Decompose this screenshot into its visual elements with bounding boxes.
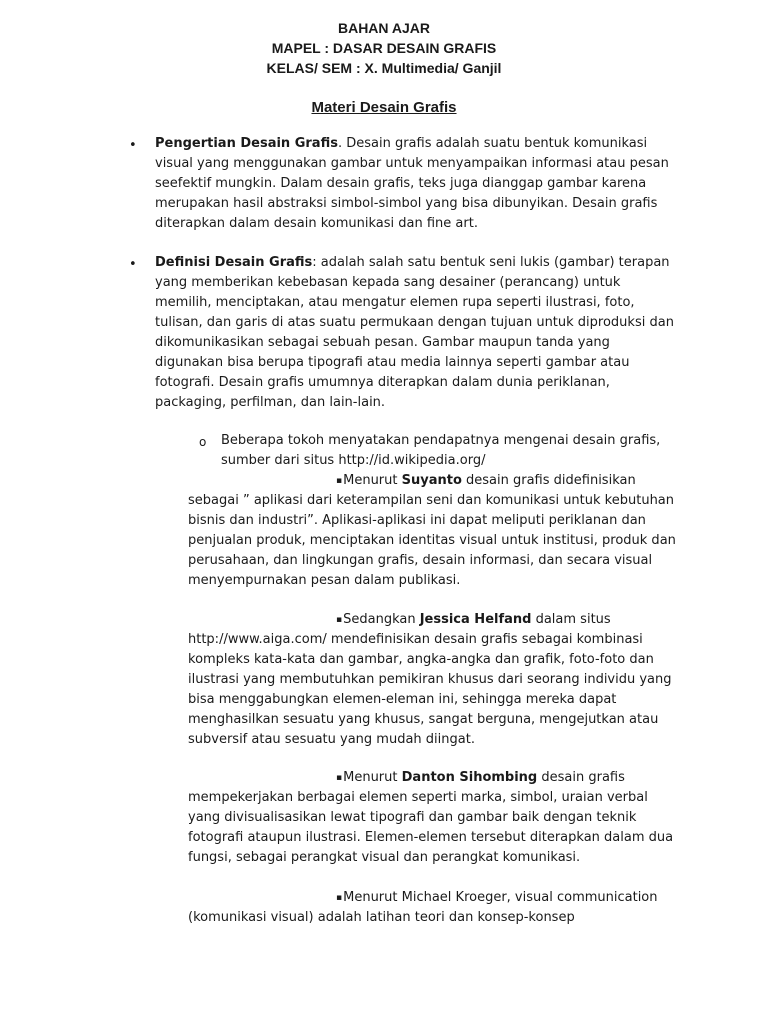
bullet-dot-icon: • <box>129 138 137 153</box>
document-title: Materi Desain Grafis <box>311 99 457 116</box>
quote-jessica-helfand: ▪Sedangkan Jessica Helfand dalam situs http://www.aiga.com/ mendefinisikan desain grafis sebagai kombinasi kompleks kata-kata dan gambar, angka-angka dan grafik, foto-foto dan ilustrasi yang membutuhkan pemikiran khusus dari seorang individu yang bisa menggabungkan elemen-eleman ini, sehingga mereka dapat menghasilkan sesuatu yang khusus, sangat berguna, mengejutkan atau subversif atau sesuatu yang mudah diingat. <box>188 612 672 747</box>
header-line-bahan-ajar: BAHAN AJAR <box>337 20 431 36</box>
header-line-kelas: KELAS/ SEM : X. Multimedia/ Ganjil <box>266 60 502 76</box>
square-bullet-icon: ▪ <box>336 773 343 783</box>
bullet-text: : adalah salah satu bentuk seni lukis (gambar) terapan yang memberikan kebebasan kepada sang desainer (perancang) untuk memilih, menciptakan, atau mengatur elemen rupa seperti ilustrasi, foto, tulisan, dan garis di atas suatu permukaan dengan tujuan untuk diproduksi dan dikomunikasikan sebagai sebuah pesan. Gambar maupun tanda yang digunakan bisa berupa tipografi atau media lainnya seperti gambar atau fotografi. Desain grafis umumnya diterapkan dalam dunia periklanan, packaging, perfilman, dan lain-lain. <box>155 255 674 410</box>
square-bullet-icon: ▪ <box>336 893 343 903</box>
bullet-text: . Desain grafis adalah suatu bentuk komunikasi visual yang menggunakan gambar untuk menyampaikan informasi atau pesan seefektif mungkin. Dalam desain grafis, teks juga dianggap gambar karena merupakan hasil abstraksi simbol-simbol yang bisa dibunyikan. Desain grafis diterapkan dalam desain komunikasi dan fine art. <box>155 136 669 231</box>
quote-person-name: Jessica Helfand <box>419 612 532 627</box>
bullet-definisi <box>155 253 675 413</box>
header-line-mapel: MAPEL : DASAR DESAIN GRAFIS <box>271 40 497 56</box>
bullet-pengertian <box>155 134 675 234</box>
bullet-dot-icon: • <box>129 257 137 272</box>
sub-item-tokoh: Beberapa tokoh menyatakan pendapatnya mengenai desain grafis, sumber dari situs http://id.wikipedia.org/ <box>221 433 661 468</box>
bullet-term: Definisi Desain Grafis <box>155 255 313 270</box>
square-bullet-icon: ▪ <box>336 615 343 625</box>
quote-suyanto: ▪Menurut Suyanto desain grafis didefinisikan sebagai ” aplikasi dari keterampilan seni dan komunikasi untuk kebutuhan bisnis dan industri”. Aplikasi-aplikasi ini dapat meliputi periklanan dan penjualan produk, menciptakan identitas visual untuk institusi, produk dan perusahaan, dan lingkungan grafis, desain informasi, dan secara visual menyempurnakan pesan dalam publikasi. <box>188 473 676 588</box>
document-header <box>0 18 768 78</box>
quote-michael-kroeger: ▪Menurut Michael Kroeger, visual communication (komunikasi visual) adalah latihan teori dan konsep-konsep <box>188 890 658 925</box>
square-bullet-icon: ▪ <box>336 476 343 486</box>
bullet-term: Pengertian Desain Grafis <box>155 136 338 151</box>
quote-person-name: Suyanto <box>401 473 462 488</box>
quote-person-name: Danton Sihombing <box>401 770 538 785</box>
quote-danton-sihombing: ▪Menurut Danton Sihombing desain grafis mempekerjakan berbagai elemen seperti marka, simbol, uraian verbal yang divisualisasikan lewat tipografi dan gambar baik dengan teknik fotografi ataupun ilustrasi. Elemen-elemen tersebut diterapkan dalam dua fungsi, sebagai perangkat visual dan perangkat komunikasi. <box>188 770 674 865</box>
circle-bullet-icon: o <box>199 435 207 449</box>
